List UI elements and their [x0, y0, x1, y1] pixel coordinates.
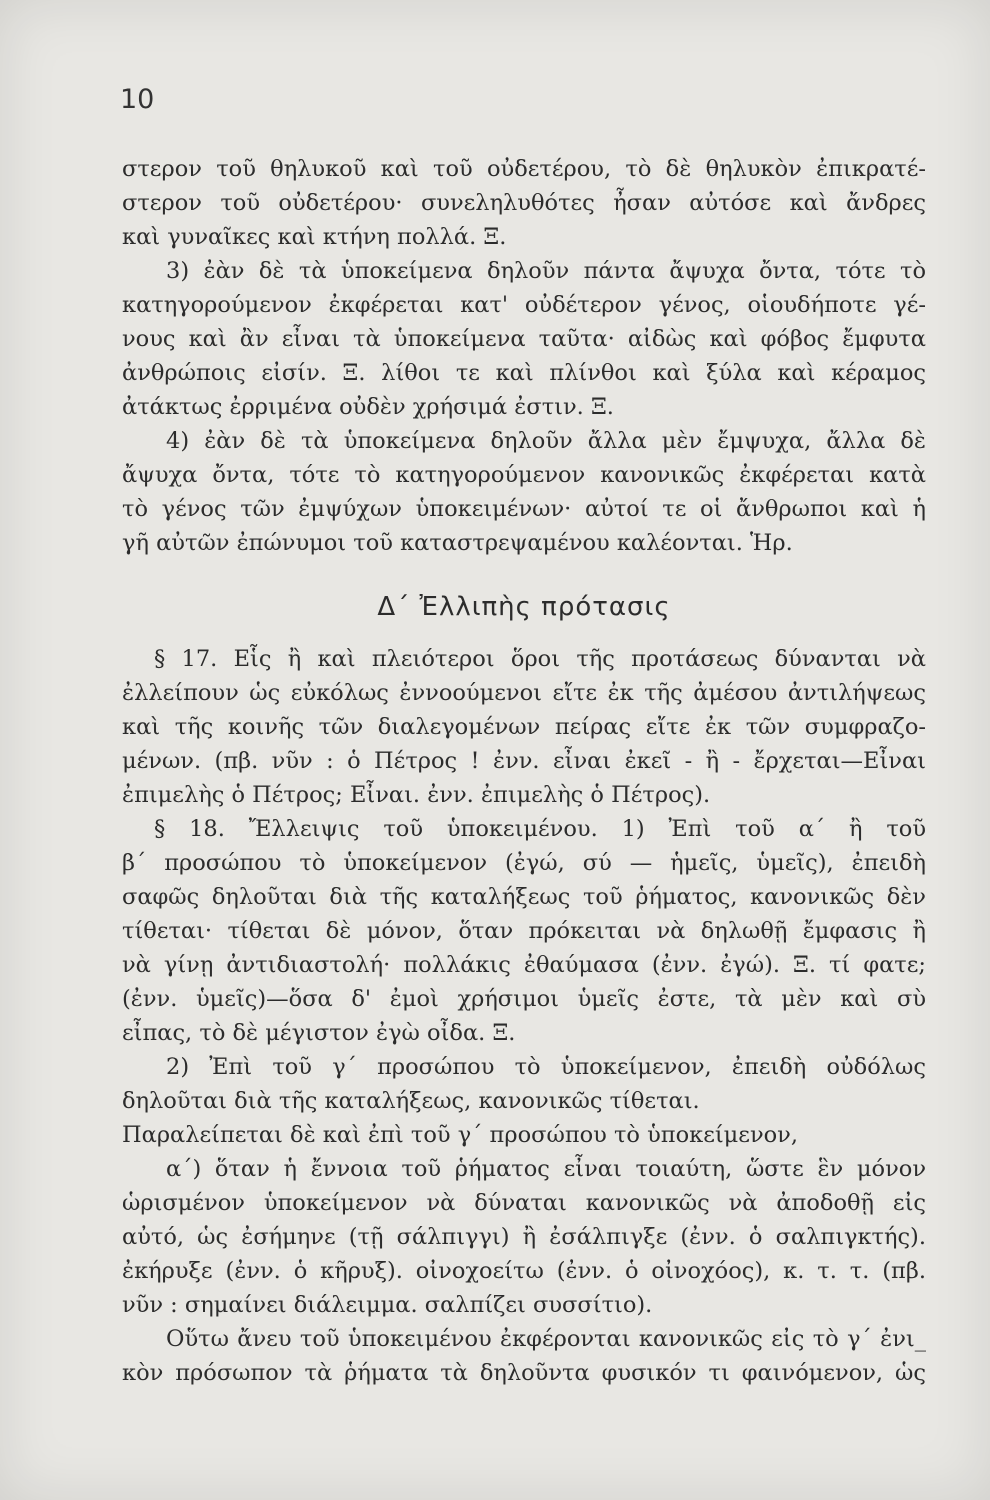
text-line: ἐκήρυξε (ἐνν. ὁ κῆρυξ). οἰνοχοείτω (ἐνν. ὁ οἰνοχόος), κ. τ. τ. (πβ. — [122, 1258, 926, 1284]
text-line: κατηγορούμενον ἐκφέρεται κατ' οὐδέτερον γένος, οἱουδήποτε γέ- — [122, 292, 926, 318]
text-line: 2) Ἐπὶ τοῦ γ΄ προσώπου τὸ ὑποκείμενον, ἐπειδὴ οὐδόλως — [166, 1054, 926, 1080]
page-number: 10 — [120, 84, 155, 115]
text-line: ἐλλείπουν ὡς εὐκόλως ἐννοούμενοι εἴτε ἐκ τῆς ἀμέσου ἀντιλήψεως — [122, 680, 926, 706]
text-line: καὶ γυναῖκες καὶ κτήνη πολλά. Ξ. — [122, 224, 507, 250]
text-line: νὰ γίνῃ ἀντιδιαστολή· πολλάκις ἐθαύμασα (ἐνν. ἐγώ). Ξ. τί φατε; — [122, 952, 926, 978]
text-line: β΄ προσώπου τὸ ὑποκείμενον (ἐγώ, σύ — ἡμεῖς, ὑμεῖς), ἐπειδὴ — [122, 850, 926, 876]
text-line: καὶ τῆς κοινῆς τῶν διαλεγομένων πείρας εἴτε ἐκ τῶν συμφραζο- — [122, 714, 926, 740]
text-line: νους καὶ ἂν εἶναι τὰ ὑποκείμενα ταῦτα· αἰδὼς καὶ φόβος ἔμφυτα — [122, 326, 926, 352]
text-line: μένων. (πβ. νῦν : ὁ Πέτρος ! ἐνν. εἶναι ἐκεῖ - ἢ - ἔρχεται—Εἶναι — [122, 748, 926, 774]
text-line: Παραλείπεται δὲ καὶ ἐπὶ τοῦ γ΄ προσώπου τὸ ὑποκείμενον, — [122, 1122, 799, 1148]
text-line: ἄψυχα ὄντα, τότε τὸ κατηγορούμενον κανονικῶς ἐκφέρεται κατὰ — [122, 462, 926, 488]
text-body — [122, 152, 926, 1390]
text-line: 3) ἐὰν δὲ τὰ ὑποκείμενα δηλοῦν πάντα ἄψυχα ὄντα, τότε τὸ — [166, 258, 926, 284]
text-line: ἐπιμελὴς ὁ Πέτρος; Εἶναι. ἐνν. ἐπιμελὴς ὁ Πέτρος). — [122, 782, 711, 808]
text-line: αὐτό, ὡς ἐσήμηνε (τῇ σάλπιγγι) ἢ ἐσάλπιγξε (ἐνν. ὁ σαλπιγκτής). — [122, 1224, 926, 1250]
text-line: § 18. Ἔλλειψις τοῦ ὑποκειμένου. 1) Ἐπὶ τοῦ α΄ ἢ τοῦ — [154, 816, 926, 842]
text-line: Οὕτω ἄνευ τοῦ ὑποκειμένου ἐκφέρονται κανονικῶς εἰς τὸ γ΄ ἐνι_ — [166, 1326, 926, 1352]
text-line: (ἐνν. ὑμεῖς)—ὅσα δ' ἐμοὶ χρήσιμοι ὑμεῖς ἐστε, τὰ μὲν καὶ σὺ — [122, 986, 926, 1012]
text-line: κὸν πρόσωπον τὰ ῥήματα τὰ δηλοῦντα φυσικόν τι φαινόμενον, ὡς — [122, 1360, 926, 1386]
text-line: α΄) ὅταν ἡ ἔννοια τοῦ ῥήματος εἶναι τοιαύτη, ὥστε ἓν μόνον — [166, 1156, 926, 1182]
text-line: ὡρισμένον ὑποκείμενον νὰ δύναται κανονικῶς νὰ ἀποδοθῇ εἰς — [122, 1190, 926, 1216]
text-line: § 17. Εἷς ἢ καὶ πλειότεροι ὅροι τῆς προτάσεως δύνανται νὰ — [154, 646, 926, 672]
section-heading: Δ΄ Ἐλλιπὴς πρότασις — [377, 592, 671, 622]
text-line: τὸ γένος τῶν ἐμψύχων ὑποκειμένων· αὐτοί τε οἱ ἄνθρωποι καὶ ἡ — [122, 496, 926, 522]
text-line: τίθεται· τίθεται δὲ μόνον, ὅταν πρόκειται νὰ δηλωθῇ ἔμφασις ἢ — [122, 918, 926, 944]
text-line: 4) ἐὰν δὲ τὰ ὑποκείμενα δηλοῦν ἄλλα μὲν ἔμψυχα, ἄλλα δὲ — [166, 428, 926, 454]
text-line: δηλοῦται διὰ τῆς καταλήξεως, κανονικῶς τίθεται. — [122, 1088, 700, 1114]
text-line: ἀτάκτως ἐρριμένα οὐδὲν χρήσιμά ἐστιν. Ξ. — [122, 394, 614, 420]
text-line: σαφῶς δηλοῦται διὰ τῆς καταλήξεως τοῦ ῥήματος, κανονικῶς δὲν — [122, 884, 926, 910]
text-line: στερον τοῦ θηλυκοῦ καὶ τοῦ οὐδετέρου, τὸ δὲ θηλυκὸν ἐπικρατέ- — [122, 156, 926, 182]
text-line: γῆ αὐτῶν ἐπώνυμοι τοῦ καταστρεψαμένου καλέονται. Ἡρ. — [122, 530, 793, 556]
text-line: νῦν : σημαίνει διάλειμμα. σαλπίζει συσσίτιο). — [122, 1292, 653, 1318]
text-line: στερον τοῦ οὐδετέρου· συνεληλυθότες ἦσαν αὐτόσε καὶ ἄνδρες — [122, 190, 926, 216]
text-line: εἶπας, τὸ δὲ μέγιστον ἐγὼ οἶδα. Ξ. — [122, 1020, 516, 1046]
text-line: ἀνθρώποις εἰσίν. Ξ. λίθοι τε καὶ πλίνθοι καὶ ξύλα καὶ κέραμος — [122, 360, 926, 386]
